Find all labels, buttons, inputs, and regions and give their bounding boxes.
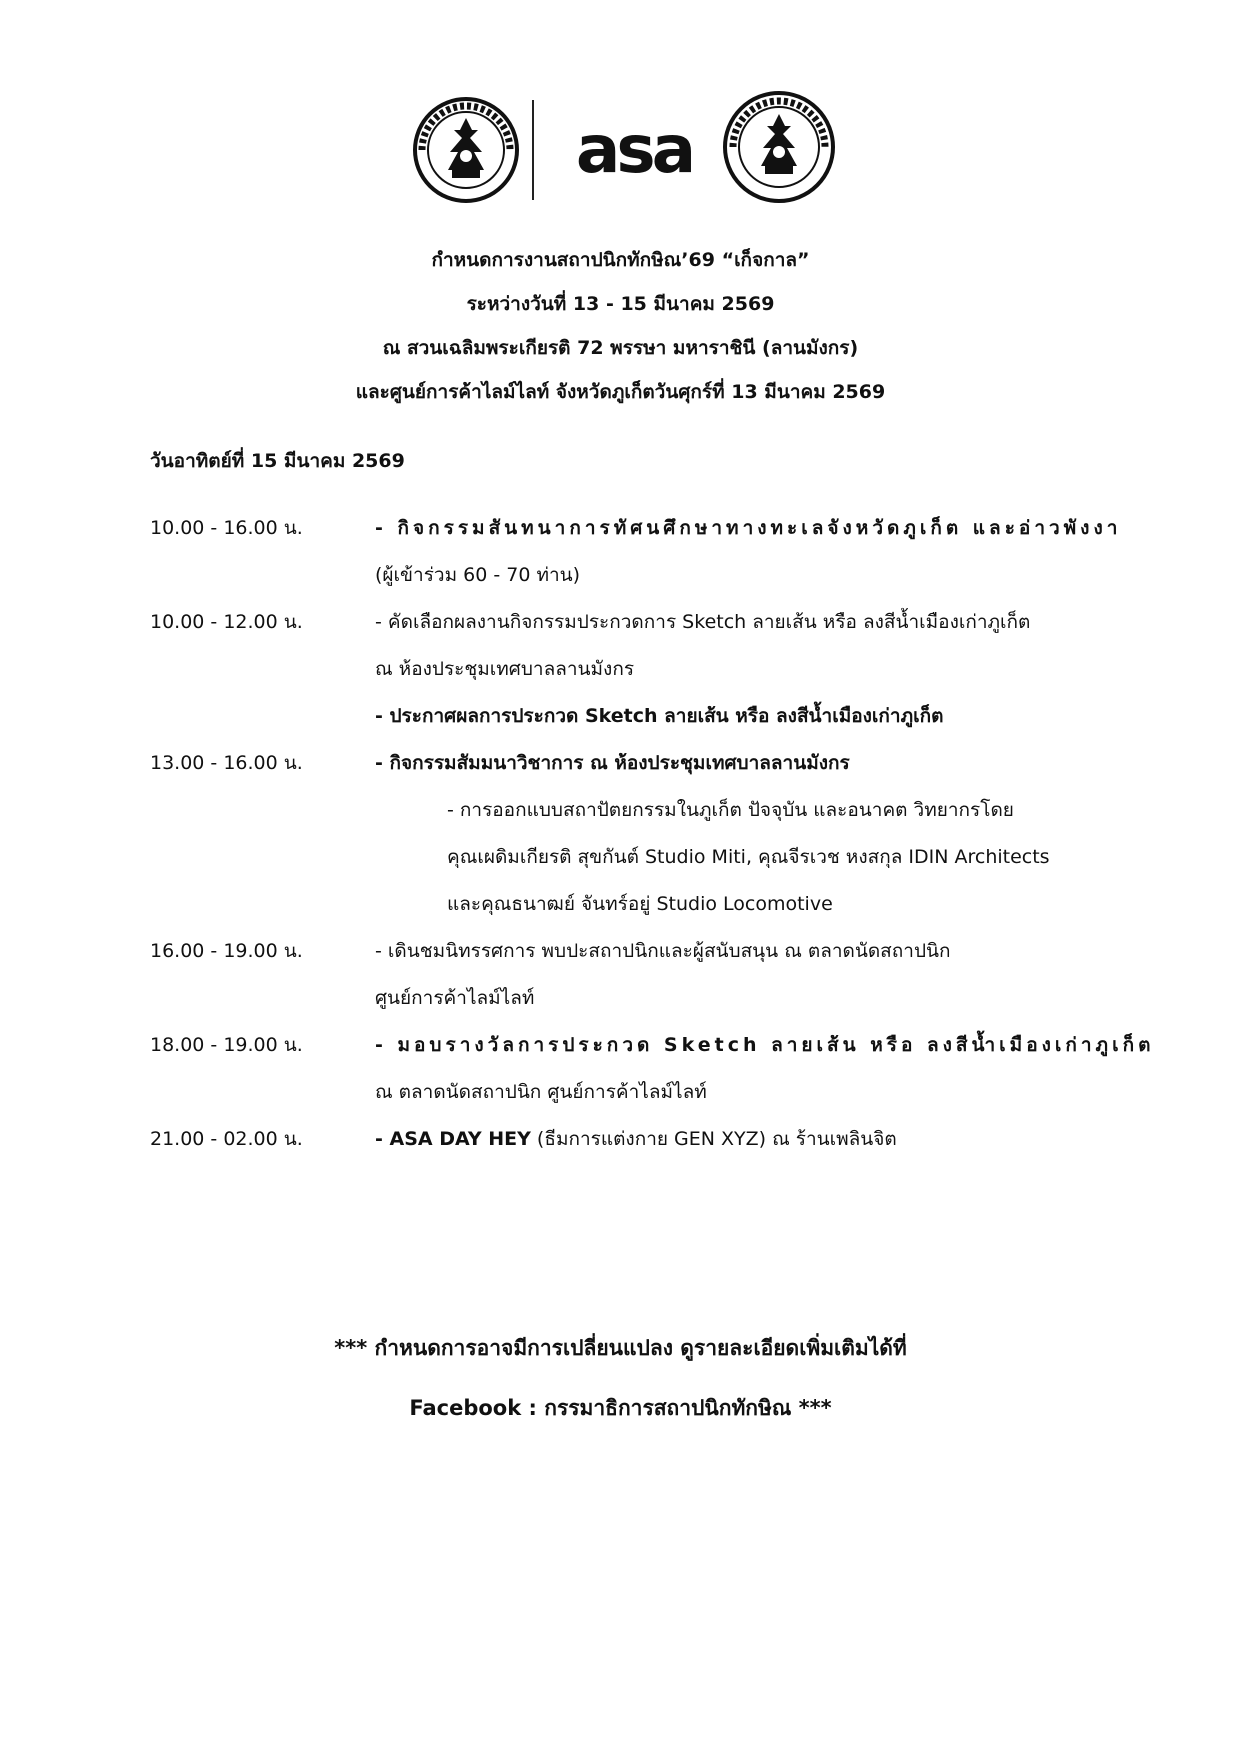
schedule-activity: - เดินชมนิทรรศการ พบปะสถาปนิกและผู้สนับสนุน ณ ตลาดนัดสถาปนิก: [375, 940, 951, 962]
footer-line: Facebook : กรรมาธิการสถาปนิกทักษิณ ***: [409, 1396, 832, 1420]
schedule-activity: - ประกาศผลการประกวด Sketch ลายเส้น หรือ ลงสีน้ำเมืองเก่าภูเก็ต: [375, 705, 944, 727]
schedule-item: [150, 1116, 1170, 1163]
schedule-item: [150, 928, 1170, 1022]
schedule-item: [150, 505, 1170, 599]
event-venue-second: และศูนย์การค้าไลม์ไลท์ จังหวัดภูเก็ตวันศุกร์ที่ 13 มีนาคม 2569: [355, 381, 886, 403]
schedule-item: [150, 1022, 1170, 1116]
schedule-activity-detail: (ธีมการแต่งกาย GEN XYZ) ณ ร้านเพลินจิต: [530, 1128, 897, 1150]
svg-text:asa: asa: [575, 116, 693, 184]
schedule-time: 13.00 - 16.00 น.: [150, 752, 303, 774]
schedule-time: 16.00 - 19.00 น.: [150, 940, 303, 962]
schedule-note: ณ ห้องประชุมเทศบาลลานมังกร: [375, 658, 635, 680]
day-heading: วันอาทิตย์ที่ 15 มีนาคม 2569: [150, 450, 405, 472]
schedule-note: ณ ตลาดนัดสถาปนิก ศูนย์การค้าไลม์ไลท์: [375, 1081, 707, 1103]
footer-line: *** กำหนดการอาจมีการเปลี่ยนแปลง ดูรายละเอียดเพิ่มเติมได้ที่: [334, 1336, 907, 1360]
event-venue: ณ สวนเฉลิมพระเกียรติ 72 พรรษา มหาราชินี (ลานมังกร): [382, 337, 859, 359]
schedule-activity: - มอบรางวัลการประกวด Sketch ลายเส้น หรือ ลงสีน้ำเมืองเก่าภูเก็ต: [375, 1034, 1155, 1056]
schedule-note: ศูนย์การค้าไลม์ไลท์: [375, 987, 535, 1009]
schedule-activity: - กิจกรรมสัมมนาวิชาการ ณ ห้องประชุมเทศบาลลานมังกร: [375, 752, 850, 774]
schedule-time: 10.00 - 16.00 น.: [150, 517, 303, 539]
schedule-activity-title: - ASA DAY HEY: [375, 1128, 531, 1150]
header-logos: [412, 88, 832, 210]
event-title-block: [0, 238, 1241, 414]
schedule-speakers: และคุณธนาฒย์ จันทร์อยู่ Studio Locomotive: [447, 893, 833, 915]
schedule-note: (ผู้เข้าร่วม 60 - 70 ท่าน): [375, 564, 581, 586]
schedule-subtopic: - การออกแบบสถาปัตยกรรมในภูเก็ต ปัจจุบัน และอนาคต วิทยากรโดย: [447, 799, 1014, 821]
schedule-speakers: คุณเผดิมเกียรติ สุขกันต์ Studio Miti, คุณจีรเวช หงสกุล IDIN Architects: [447, 846, 1050, 868]
schedule-time: 21.00 - 02.00 น.: [150, 1128, 303, 1150]
asa-logo-icon: [554, 116, 714, 184]
schedule-item: [150, 740, 1170, 928]
event-dates: ระหว่างวันที่ 13 - 15 มีนาคม 2569: [466, 293, 775, 315]
event-title: กำหนดการงานสถาปนิกทักษิณ’69 “เก็จกาล”: [431, 249, 810, 271]
footer-note: [0, 1318, 1241, 1438]
association-seal-right-icon: [722, 90, 836, 204]
association-seal-left-icon: [412, 96, 520, 204]
schedule-item: [150, 599, 1170, 740]
schedule-activity: - คัดเลือกผลงานกิจกรรมประกวดการ Sketch ลายเส้น หรือ ลงสีน้ำเมืองเก่าภูเก็ต: [375, 611, 1031, 633]
schedule-activity: [375, 1116, 1170, 1163]
schedule-time: 18.00 - 19.00 น.: [150, 1034, 303, 1056]
schedule-time: 10.00 - 12.00 น.: [150, 611, 303, 633]
logo-divider: [532, 100, 534, 200]
schedule-list: [150, 505, 1170, 1163]
schedule-activity: - กิจกรรมสันทนาการทัศนศึกษาทางทะเลจังหวัดภูเก็ต และอ่าวพังงา: [375, 517, 1122, 539]
